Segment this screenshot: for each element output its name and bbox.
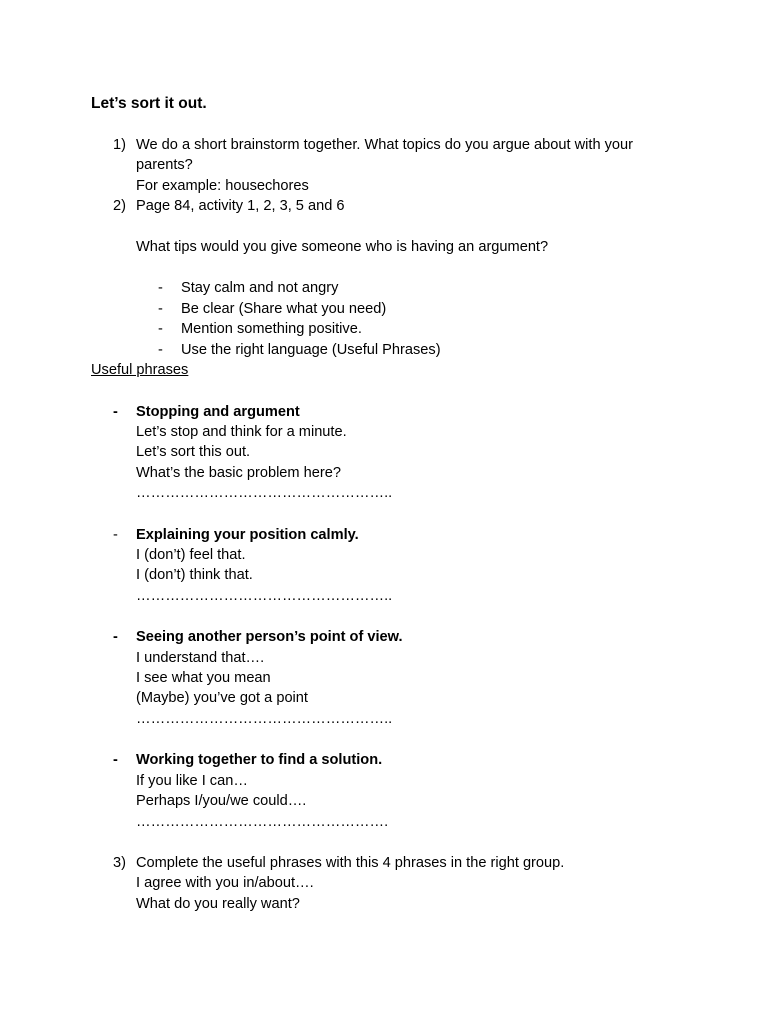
group-dash: - bbox=[113, 629, 118, 645]
phrase: Perhaps I/you/we could…. bbox=[136, 793, 307, 809]
task-2-text: Page 84, activity 1, 2, 3, 5 and 6 bbox=[136, 198, 345, 214]
task-3-line-2: I agree with you in/about…. bbox=[136, 875, 314, 891]
tip-item: Be clear (Share what you need) bbox=[181, 301, 387, 317]
tip-dash: - bbox=[158, 301, 163, 317]
tip-item: Stay calm and not angry bbox=[181, 280, 339, 296]
useful-phrases-heading: Useful phrases bbox=[91, 362, 189, 378]
group-dash: - bbox=[113, 404, 118, 420]
phrase: Let’s stop and think for a minute. bbox=[136, 424, 347, 440]
phrase: What’s the basic problem here? bbox=[136, 465, 341, 481]
page-title: Let’s sort it out. bbox=[91, 95, 207, 112]
group-dash: - bbox=[113, 752, 118, 768]
tip-item: Mention something positive. bbox=[181, 321, 362, 337]
group-heading: Working together to find a solution. bbox=[136, 752, 383, 768]
task-3-number: 3) bbox=[113, 855, 126, 871]
tip-item: Use the right language (Useful Phrases) bbox=[181, 342, 441, 358]
phrase: I understand that…. bbox=[136, 650, 265, 666]
phrase: Let’s sort this out. bbox=[136, 444, 251, 460]
blank-line: …………………………………………….. bbox=[136, 588, 393, 604]
blank-line: …………………………………………….. bbox=[136, 711, 393, 727]
task-1-line-2: parents? bbox=[136, 157, 193, 173]
tip-dash: - bbox=[158, 321, 163, 337]
phrase: If you like I can… bbox=[136, 773, 248, 789]
group-heading: Explaining your position calmly. bbox=[136, 527, 359, 543]
task-2-number: 2) bbox=[113, 198, 126, 214]
tip-dash: - bbox=[158, 280, 163, 296]
group-heading: Seeing another person’s point of view. bbox=[136, 629, 403, 645]
task-2-question: What tips would you give someone who is having an argument? bbox=[136, 239, 549, 255]
task-3-line-3: What do you really want? bbox=[136, 896, 300, 912]
group-heading: Stopping and argument bbox=[136, 404, 300, 420]
task-1-line-3: For example: housechores bbox=[136, 178, 309, 194]
phrase: I (don’t) think that. bbox=[136, 567, 253, 583]
tip-dash: - bbox=[158, 342, 163, 358]
phrase: I (don’t) feel that. bbox=[136, 547, 246, 563]
phrase: (Maybe) you’ve got a point bbox=[136, 690, 308, 706]
task-1-line-1: We do a short brainstorm together. What topics do you argue about with your bbox=[136, 137, 633, 153]
task-3-line-1: Complete the useful phrases with this 4 phrases in the right group. bbox=[136, 855, 565, 871]
phrase: I see what you mean bbox=[136, 670, 271, 686]
blank-line: ……………………………………………. bbox=[136, 814, 389, 830]
task-1-number: 1) bbox=[113, 137, 126, 153]
blank-line: …………………………………………….. bbox=[136, 485, 393, 501]
group-dash: - bbox=[113, 527, 118, 543]
